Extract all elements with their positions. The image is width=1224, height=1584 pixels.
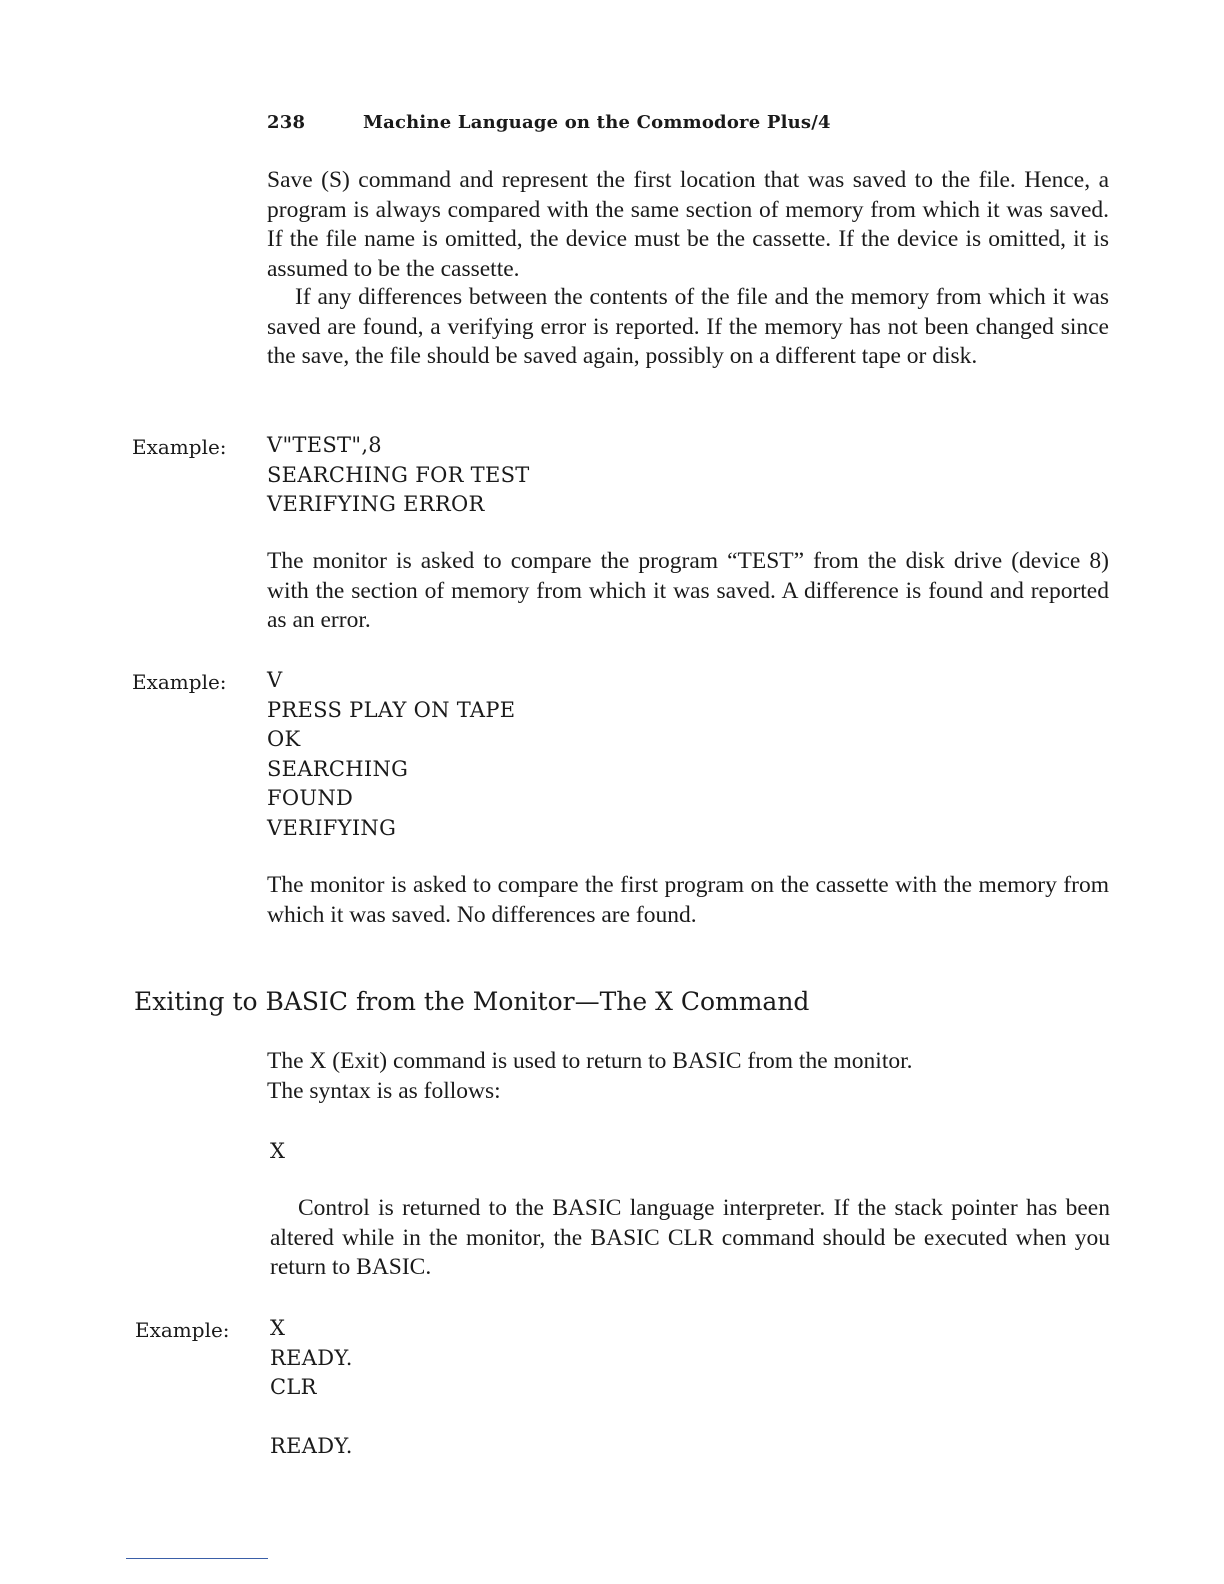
paragraph-x-command-intro: The X (Exit) command is used to return to BASIC from the monitor. (267, 1048, 913, 1074)
code-line: CLR (270, 1375, 317, 1399)
paragraph-syntax-intro: The syntax is as follows: (267, 1078, 501, 1104)
code-line: X (270, 1316, 286, 1340)
code-line: PRESS PLAY ON TAPE (267, 697, 516, 722)
section-heading: Exiting to BASIC from the Monitor—The X Command (134, 987, 810, 1016)
paragraph-disk-example-explanation: The monitor is asked to compare the program “TEST” from the disk drive (device 8) with the section of memory from which it was saved. A difference is found and reported as an error. (267, 548, 1109, 633)
code-line: SEARCHING (267, 756, 409, 781)
paragraph-verify-error: If any differences between the contents of the file and the memory from which it was saved are found, a verifying error is reported. If the memory has not been changed since the save, the file should be saved again, possibly on a different tape or disk. (267, 284, 1109, 369)
paragraph-tape-example-explanation: The monitor is asked to compare the first program on the cassette with the memory from which it was saved. No differences are found. (267, 872, 1109, 928)
example-label: Example: (132, 670, 227, 694)
code-line: READY. (270, 1434, 353, 1458)
example-label: Example: (135, 1318, 230, 1342)
running-header (267, 112, 831, 133)
paragraph-control-returned: Control is returned to the BASIC language interpreter. If the stack pointer has been altered while in the monitor, the BASIC CLR command should be executed when you return to BASIC. (270, 1195, 1110, 1280)
example-code-block (267, 431, 530, 520)
code-line: READY. (270, 1345, 353, 1370)
code-line: OK (267, 727, 301, 751)
example-code-final (270, 1432, 353, 1462)
code-line: FOUND (267, 786, 354, 810)
code-line: X (270, 1139, 286, 1163)
syntax-code (270, 1137, 285, 1167)
footer-rule (126, 1558, 268, 1559)
code-line: V (267, 668, 283, 692)
code-line: VERIFYING (267, 815, 397, 840)
running-title: Machine Language on the Commodore Plus/4 (363, 112, 831, 133)
code-line: V"TEST",8 (267, 433, 382, 457)
code-line: VERIFYING ERROR (267, 492, 485, 516)
example-label: Example: (132, 435, 227, 459)
example-code-block (267, 666, 515, 843)
code-line: SEARCHING FOR TEST (267, 462, 530, 487)
page-number: 238 (267, 112, 306, 133)
paragraph-save-continuation: Save (S) command and represent the first location that was saved to the file. Hence, a program is always compared with the same section of memory from which it was saved. If the file name is omitted, the device must be the cassette. If the device is omitted, it is assumed to be the cassette. (267, 167, 1109, 282)
example-code-block (270, 1314, 353, 1403)
